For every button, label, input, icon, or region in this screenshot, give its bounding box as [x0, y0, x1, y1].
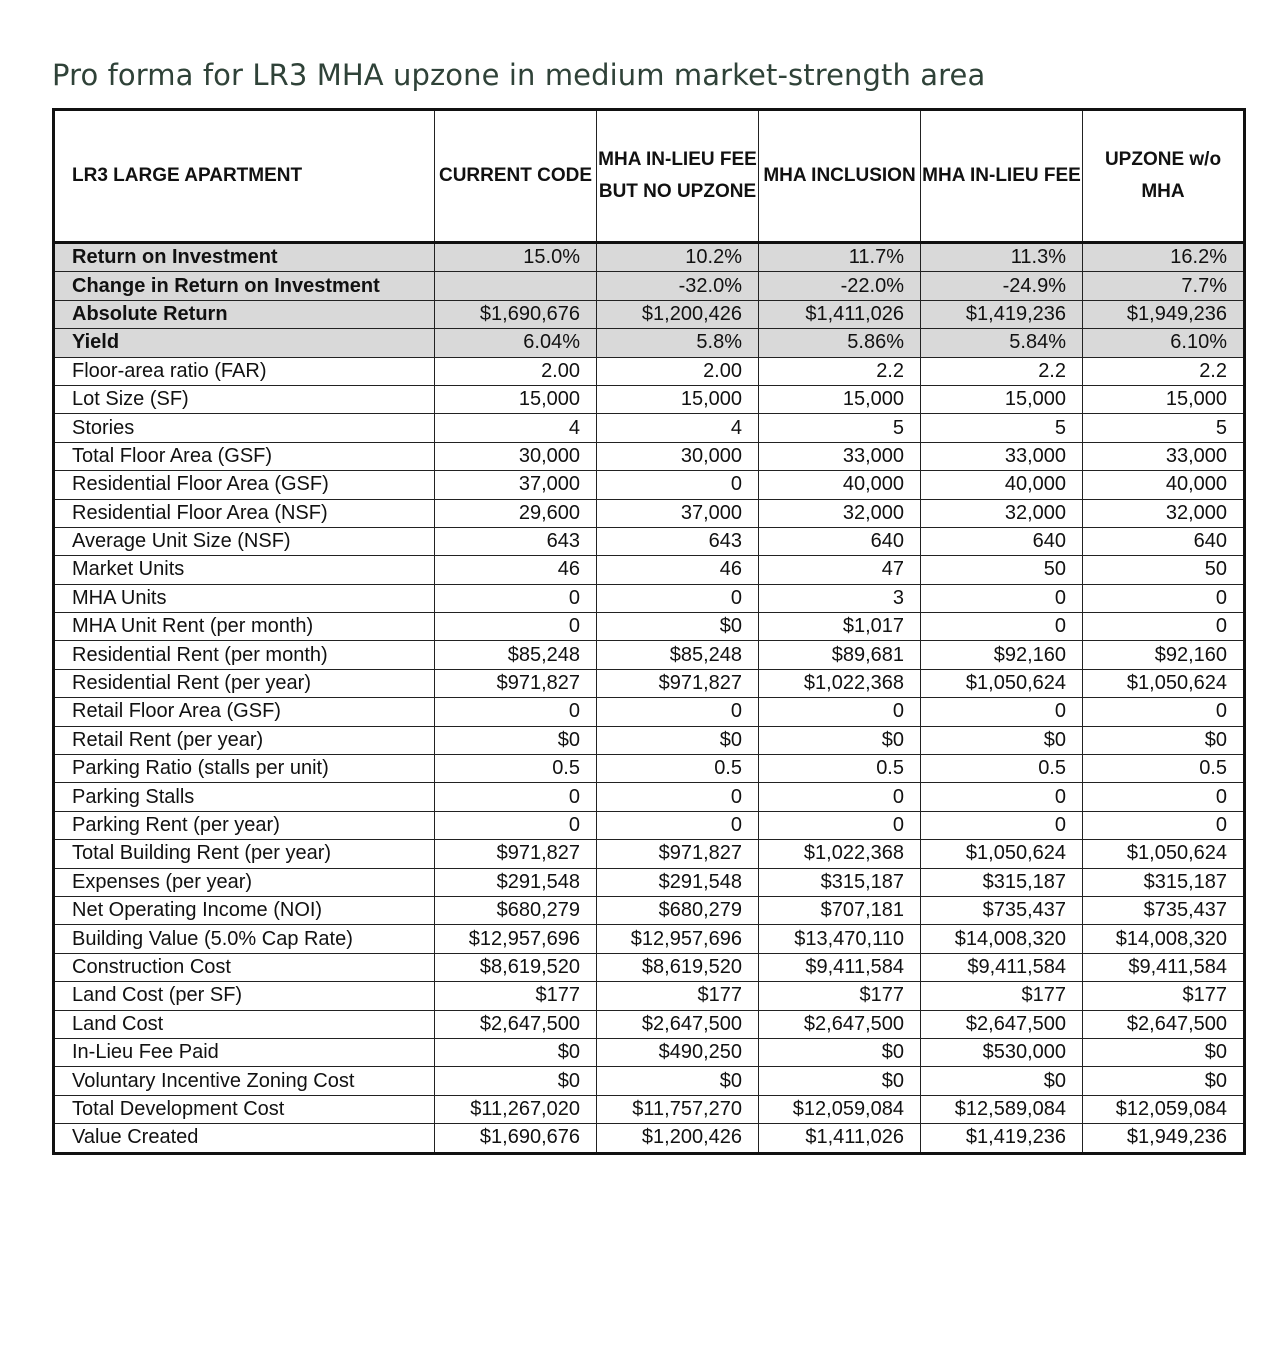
cell-mha-inclusion: $707,181 — [759, 896, 921, 924]
cell-mha-in-lieu-fee: 5 — [921, 414, 1083, 442]
row-label: Construction Cost — [54, 953, 435, 981]
table-row — [54, 471, 1245, 499]
cell-mha-inclusion: 32,000 — [759, 499, 921, 527]
cell-mha-in-lieu-no-upzone: 15,000 — [597, 385, 759, 413]
cell-upzone-without-mha: $12,059,084 — [1083, 1095, 1245, 1123]
column-header-mha-inclusion: MHA INCLUSION — [759, 110, 921, 243]
cell-current-code: 643 — [435, 527, 597, 555]
table-row — [54, 272, 1245, 300]
column-header-mha-in-lieu-fee: MHA IN-LIEU FEE — [921, 110, 1083, 243]
cell-mha-in-lieu-fee: $1,419,236 — [921, 1124, 1083, 1153]
cell-upzone-without-mha: 0 — [1083, 613, 1245, 641]
table-row — [54, 1124, 1245, 1153]
cell-mha-in-lieu-no-upzone: 0 — [597, 783, 759, 811]
cell-mha-in-lieu-fee: 40,000 — [921, 471, 1083, 499]
cell-mha-in-lieu-fee: $315,187 — [921, 868, 1083, 896]
cell-mha-in-lieu-fee: $1,050,624 — [921, 669, 1083, 697]
cell-mha-in-lieu-fee: $12,589,084 — [921, 1095, 1083, 1123]
cell-mha-inclusion: 0 — [759, 811, 921, 839]
table-row — [54, 300, 1245, 328]
row-label: Return on Investment — [54, 243, 435, 272]
cell-mha-in-lieu-no-upzone: 0 — [597, 811, 759, 839]
cell-upzone-without-mha: $1,050,624 — [1083, 840, 1245, 868]
table-row — [54, 925, 1245, 953]
cell-upzone-without-mha: $1,949,236 — [1083, 300, 1245, 328]
cell-mha-in-lieu-no-upzone: $490,250 — [597, 1038, 759, 1066]
cell-mha-inclusion: 5.86% — [759, 329, 921, 357]
cell-upzone-without-mha: 7.7% — [1083, 272, 1245, 300]
table-row — [54, 953, 1245, 981]
cell-current-code: 37,000 — [435, 471, 597, 499]
table-row — [54, 556, 1245, 584]
cell-current-code: $0 — [435, 726, 597, 754]
cell-mha-inclusion: $1,017 — [759, 613, 921, 641]
cell-mha-in-lieu-fee: 15,000 — [921, 385, 1083, 413]
cell-mha-in-lieu-fee: $1,050,624 — [921, 840, 1083, 868]
row-label: Parking Rent (per year) — [54, 811, 435, 839]
cell-current-code: 2.00 — [435, 357, 597, 385]
row-label: Yield — [54, 329, 435, 357]
row-label: Market Units — [54, 556, 435, 584]
cell-mha-in-lieu-no-upzone: $85,248 — [597, 641, 759, 669]
column-header-current-code: CURRENT CODE — [435, 110, 597, 243]
row-label: Total Floor Area (GSF) — [54, 442, 435, 470]
cell-mha-in-lieu-fee: $92,160 — [921, 641, 1083, 669]
cell-upzone-without-mha: $92,160 — [1083, 641, 1245, 669]
cell-mha-inclusion: $177 — [759, 982, 921, 1010]
cell-current-code: 4 — [435, 414, 597, 442]
cell-mha-in-lieu-fee: 50 — [921, 556, 1083, 584]
table-row — [54, 896, 1245, 924]
cell-mha-in-lieu-fee: $9,411,584 — [921, 953, 1083, 981]
cell-mha-in-lieu-fee: 5.84% — [921, 329, 1083, 357]
cell-mha-in-lieu-no-upzone: 37,000 — [597, 499, 759, 527]
row-label: Parking Ratio (stalls per unit) — [54, 755, 435, 783]
row-label: Residential Floor Area (NSF) — [54, 499, 435, 527]
row-label: Total Building Rent (per year) — [54, 840, 435, 868]
cell-upzone-without-mha: 2.2 — [1083, 357, 1245, 385]
cell-mha-in-lieu-fee: 0 — [921, 698, 1083, 726]
row-label: Average Unit Size (NSF) — [54, 527, 435, 555]
cell-mha-in-lieu-fee: $14,008,320 — [921, 925, 1083, 953]
cell-upzone-without-mha: $14,008,320 — [1083, 925, 1245, 953]
cell-mha-in-lieu-no-upzone: $11,757,270 — [597, 1095, 759, 1123]
cell-current-code: 15.0% — [435, 243, 597, 272]
cell-current-code: $177 — [435, 982, 597, 1010]
cell-mha-in-lieu-fee: $0 — [921, 726, 1083, 754]
cell-current-code: $291,548 — [435, 868, 597, 896]
cell-mha-in-lieu-fee: -24.9% — [921, 272, 1083, 300]
cell-mha-in-lieu-no-upzone: 30,000 — [597, 442, 759, 470]
cell-mha-in-lieu-fee: 0 — [921, 811, 1083, 839]
table-row — [54, 329, 1245, 357]
table-row — [54, 641, 1245, 669]
cell-current-code: 0 — [435, 698, 597, 726]
cell-upzone-without-mha: $2,647,500 — [1083, 1010, 1245, 1038]
cell-upzone-without-mha: $0 — [1083, 726, 1245, 754]
cell-mha-in-lieu-no-upzone: $1,200,426 — [597, 1124, 759, 1153]
column-header-label: LR3 LARGE APARTMENT — [54, 110, 435, 243]
table-row — [54, 811, 1245, 839]
cell-mha-inclusion: $13,470,110 — [759, 925, 921, 953]
cell-upzone-without-mha: 6.10% — [1083, 329, 1245, 357]
cell-mha-inclusion: $0 — [759, 726, 921, 754]
cell-mha-in-lieu-no-upzone: 10.2% — [597, 243, 759, 272]
cell-mha-inclusion: 5 — [759, 414, 921, 442]
cell-mha-in-lieu-no-upzone: $971,827 — [597, 669, 759, 697]
cell-current-code: 46 — [435, 556, 597, 584]
cell-mha-in-lieu-no-upzone: $12,957,696 — [597, 925, 759, 953]
cell-mha-inclusion: $2,647,500 — [759, 1010, 921, 1038]
cell-upzone-without-mha: $735,437 — [1083, 896, 1245, 924]
cell-upzone-without-mha: $177 — [1083, 982, 1245, 1010]
cell-mha-in-lieu-fee: 32,000 — [921, 499, 1083, 527]
cell-mha-in-lieu-no-upzone: $680,279 — [597, 896, 759, 924]
cell-current-code: $971,827 — [435, 669, 597, 697]
cell-mha-inclusion: $1,022,368 — [759, 840, 921, 868]
row-label: MHA Units — [54, 584, 435, 612]
cell-current-code: 0 — [435, 811, 597, 839]
cell-mha-in-lieu-fee: 640 — [921, 527, 1083, 555]
table-row — [54, 698, 1245, 726]
cell-mha-inclusion: -22.0% — [759, 272, 921, 300]
cell-mha-inclusion: $1,022,368 — [759, 669, 921, 697]
cell-current-code: 30,000 — [435, 442, 597, 470]
table-header — [54, 110, 1245, 243]
row-label: Expenses (per year) — [54, 868, 435, 896]
row-label: Net Operating Income (NOI) — [54, 896, 435, 924]
table-row — [54, 243, 1245, 272]
header-row — [54, 110, 1245, 243]
cell-mha-inclusion: 11.7% — [759, 243, 921, 272]
cell-upzone-without-mha: $1,949,236 — [1083, 1124, 1245, 1153]
cell-mha-in-lieu-fee: $1,419,236 — [921, 300, 1083, 328]
table-row — [54, 982, 1245, 1010]
cell-mha-inclusion: 15,000 — [759, 385, 921, 413]
cell-mha-in-lieu-fee: 0 — [921, 584, 1083, 612]
cell-mha-in-lieu-no-upzone: -32.0% — [597, 272, 759, 300]
row-label: Parking Stalls — [54, 783, 435, 811]
cell-mha-in-lieu-fee: 0 — [921, 613, 1083, 641]
cell-mha-in-lieu-fee: $735,437 — [921, 896, 1083, 924]
row-label: Residential Rent (per month) — [54, 641, 435, 669]
table-row — [54, 1010, 1245, 1038]
cell-current-code: 0 — [435, 584, 597, 612]
cell-upzone-without-mha: 50 — [1083, 556, 1245, 584]
row-label: Floor-area ratio (FAR) — [54, 357, 435, 385]
cell-upzone-without-mha: $1,050,624 — [1083, 669, 1245, 697]
table-row — [54, 1095, 1245, 1123]
cell-upzone-without-mha: 33,000 — [1083, 442, 1245, 470]
cell-mha-in-lieu-fee: $0 — [921, 1067, 1083, 1095]
table-row — [54, 840, 1245, 868]
cell-mha-in-lieu-no-upzone: 4 — [597, 414, 759, 442]
table-row — [54, 357, 1245, 385]
row-label: Value Created — [54, 1124, 435, 1153]
cell-current-code: $85,248 — [435, 641, 597, 669]
cell-mha-in-lieu-no-upzone: $1,200,426 — [597, 300, 759, 328]
cell-mha-inclusion: $1,411,026 — [759, 1124, 921, 1153]
cell-mha-inclusion: 3 — [759, 584, 921, 612]
pro-forma-table — [52, 108, 1246, 1155]
cell-mha-inclusion: $9,411,584 — [759, 953, 921, 981]
cell-mha-in-lieu-fee: $530,000 — [921, 1038, 1083, 1066]
cell-current-code: $971,827 — [435, 840, 597, 868]
table-row — [54, 1067, 1245, 1095]
row-label: MHA Unit Rent (per month) — [54, 613, 435, 641]
table-row — [54, 783, 1245, 811]
cell-upzone-without-mha: $9,411,584 — [1083, 953, 1245, 981]
cell-mha-in-lieu-no-upzone: $8,619,520 — [597, 953, 759, 981]
table-row — [54, 669, 1245, 697]
cell-mha-in-lieu-no-upzone: $0 — [597, 1067, 759, 1095]
cell-upzone-without-mha: 40,000 — [1083, 471, 1245, 499]
row-label: Retail Floor Area (GSF) — [54, 698, 435, 726]
cell-mha-in-lieu-fee: 2.2 — [921, 357, 1083, 385]
row-label: Absolute Return — [54, 300, 435, 328]
cell-upzone-without-mha: 0 — [1083, 584, 1245, 612]
cell-upzone-without-mha: 0.5 — [1083, 755, 1245, 783]
cell-upzone-without-mha: 16.2% — [1083, 243, 1245, 272]
cell-mha-in-lieu-fee: $177 — [921, 982, 1083, 1010]
cell-upzone-without-mha: 0 — [1083, 783, 1245, 811]
row-label: Land Cost (per SF) — [54, 982, 435, 1010]
cell-current-code: 0.5 — [435, 755, 597, 783]
table-row — [54, 584, 1245, 612]
cell-current-code: $1,690,676 — [435, 1124, 597, 1153]
column-header-upzone-without-mha: UPZONE w/o MHA — [1083, 110, 1245, 243]
cell-mha-inclusion: 640 — [759, 527, 921, 555]
table-row — [54, 755, 1245, 783]
cell-upzone-without-mha: $315,187 — [1083, 868, 1245, 896]
cell-current-code: $1,690,676 — [435, 300, 597, 328]
cell-mha-in-lieu-no-upzone: $291,548 — [597, 868, 759, 896]
cell-mha-inclusion: 33,000 — [759, 442, 921, 470]
row-label: Voluntary Incentive Zoning Cost — [54, 1067, 435, 1095]
cell-mha-in-lieu-no-upzone: $177 — [597, 982, 759, 1010]
cell-mha-in-lieu-no-upzone: $2,647,500 — [597, 1010, 759, 1038]
cell-mha-inclusion: $0 — [759, 1067, 921, 1095]
cell-mha-inclusion: 47 — [759, 556, 921, 584]
cell-mha-inclusion: $0 — [759, 1038, 921, 1066]
cell-current-code: 15,000 — [435, 385, 597, 413]
row-label: Lot Size (SF) — [54, 385, 435, 413]
cell-current-code: 0 — [435, 613, 597, 641]
cell-mha-inclusion: $1,411,026 — [759, 300, 921, 328]
table-row — [54, 726, 1245, 754]
row-label: Residential Rent (per year) — [54, 669, 435, 697]
row-label: Retail Rent (per year) — [54, 726, 435, 754]
cell-current-code: 6.04% — [435, 329, 597, 357]
cell-mha-in-lieu-no-upzone: 5.8% — [597, 329, 759, 357]
table-row — [54, 1038, 1245, 1066]
cell-mha-in-lieu-no-upzone: 0 — [597, 698, 759, 726]
cell-mha-in-lieu-fee: 0 — [921, 783, 1083, 811]
row-label: Stories — [54, 414, 435, 442]
cell-mha-in-lieu-no-upzone: 46 — [597, 556, 759, 584]
cell-mha-inclusion: $315,187 — [759, 868, 921, 896]
cell-current-code: $2,647,500 — [435, 1010, 597, 1038]
cell-mha-in-lieu-fee: $2,647,500 — [921, 1010, 1083, 1038]
cell-current-code: 29,600 — [435, 499, 597, 527]
cell-upzone-without-mha: $0 — [1083, 1038, 1245, 1066]
cell-upzone-without-mha: 0 — [1083, 698, 1245, 726]
table-body — [54, 243, 1245, 1154]
cell-current-code: $680,279 — [435, 896, 597, 924]
table-row — [54, 499, 1245, 527]
cell-current-code: $8,619,520 — [435, 953, 597, 981]
cell-mha-inclusion: 40,000 — [759, 471, 921, 499]
cell-current-code: $0 — [435, 1038, 597, 1066]
table-row — [54, 385, 1245, 413]
cell-mha-inclusion: 0 — [759, 783, 921, 811]
column-header-mha-in-lieu-no-upzone: MHA IN-LIEU FEE BUT NO UPZONE — [597, 110, 759, 243]
cell-mha-inclusion: $12,059,084 — [759, 1095, 921, 1123]
cell-mha-in-lieu-fee: 0.5 — [921, 755, 1083, 783]
cell-current-code: 0 — [435, 783, 597, 811]
page-title: Pro forma for LR3 MHA upzone in medium market-strength area — [52, 58, 986, 92]
cell-mha-in-lieu-no-upzone: $0 — [597, 613, 759, 641]
row-label: Building Value (5.0% Cap Rate) — [54, 925, 435, 953]
row-label: Land Cost — [54, 1010, 435, 1038]
table-row — [54, 442, 1245, 470]
cell-mha-in-lieu-no-upzone: 0.5 — [597, 755, 759, 783]
row-label: Change in Return on Investment — [54, 272, 435, 300]
row-label: Total Development Cost — [54, 1095, 435, 1123]
table-row — [54, 414, 1245, 442]
cell-mha-in-lieu-fee: 11.3% — [921, 243, 1083, 272]
cell-mha-in-lieu-no-upzone: $0 — [597, 726, 759, 754]
cell-upzone-without-mha: $0 — [1083, 1067, 1245, 1095]
table-row — [54, 613, 1245, 641]
cell-mha-inclusion: 2.2 — [759, 357, 921, 385]
cell-mha-in-lieu-no-upzone: 643 — [597, 527, 759, 555]
row-label: Residential Floor Area (GSF) — [54, 471, 435, 499]
cell-current-code: $12,957,696 — [435, 925, 597, 953]
cell-mha-in-lieu-no-upzone: $971,827 — [597, 840, 759, 868]
cell-mha-inclusion: $89,681 — [759, 641, 921, 669]
cell-upzone-without-mha: 5 — [1083, 414, 1245, 442]
cell-mha-in-lieu-no-upzone: 0 — [597, 471, 759, 499]
row-label: In-Lieu Fee Paid — [54, 1038, 435, 1066]
cell-upzone-without-mha: 640 — [1083, 527, 1245, 555]
cell-current-code: $11,267,020 — [435, 1095, 597, 1123]
cell-upzone-without-mha: 0 — [1083, 811, 1245, 839]
cell-mha-in-lieu-no-upzone: 0 — [597, 584, 759, 612]
cell-mha-in-lieu-no-upzone: 2.00 — [597, 357, 759, 385]
table-row — [54, 527, 1245, 555]
table-row — [54, 868, 1245, 896]
cell-upzone-without-mha: 32,000 — [1083, 499, 1245, 527]
cell-current-code: $0 — [435, 1067, 597, 1095]
cell-current-code — [435, 272, 597, 300]
cell-mha-inclusion: 0 — [759, 698, 921, 726]
cell-mha-inclusion: 0.5 — [759, 755, 921, 783]
cell-mha-in-lieu-fee: 33,000 — [921, 442, 1083, 470]
cell-upzone-without-mha: 15,000 — [1083, 385, 1245, 413]
